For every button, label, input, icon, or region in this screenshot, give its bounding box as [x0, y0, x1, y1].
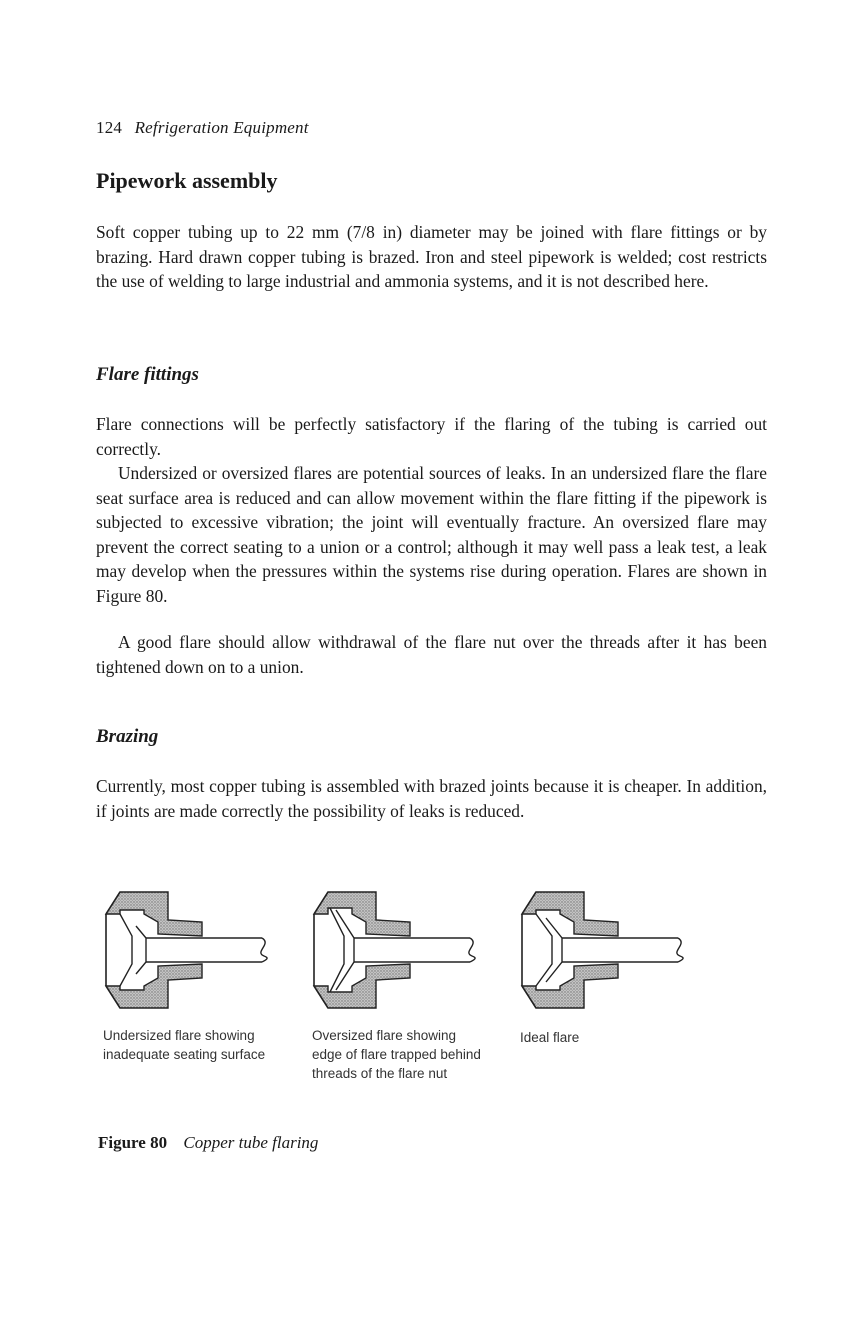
- panel-caption-ideal: Ideal flare: [520, 1030, 580, 1045]
- figure-label: Figure 80: [98, 1133, 168, 1152]
- panel-caption-undersized: Undersized flare showing inadequate seating surface: [103, 1028, 266, 1062]
- paragraph-brazing: Currently, most copper tubing is assembled with brazed joints because it is cheaper. In addition, if joints are made correctly the possibility of leaks is reduced.: [96, 776, 767, 821]
- panel-caption-oversized: Oversized flare showing edge of flare trapped behind threads of the flare nut: [312, 1028, 481, 1081]
- paragraph-flare-3: A good flare should allow withdrawal of the flare nut over the threads after it has been tightened down on to a union.: [96, 632, 767, 677]
- undersized-flare-drawing: [106, 892, 267, 1008]
- subheading-flare-fittings: Flare fittings: [96, 364, 199, 385]
- oversized-flare-drawing: [314, 892, 475, 1008]
- subheading-brazing: Brazing: [96, 726, 159, 747]
- book-title: Refrigeration Equipment: [134, 118, 309, 137]
- section-heading: Pipework assembly: [96, 168, 278, 193]
- paragraph-flare-2: Undersized or oversized flares are potential sources of leaks. In an undersized flare the flare seat surface area is reduced and can allow movement within the flare fitting if the pipework is subjected to excessive vibration; the joint will eventually fracture. An oversized flare may prevent the correct seating to a union or a control; although it may well pass a leak test, a leak may develop when the pressures within the systems rise during operation. Flares are shown in Figure 80.: [96, 463, 767, 606]
- ideal-flare-drawing: [522, 892, 683, 1008]
- figure-title: Copper tube flaring: [183, 1133, 319, 1152]
- figure-caption: [98, 1133, 318, 1153]
- running-head: [96, 118, 309, 138]
- paragraph-flare-1: Flare connections will be perfectly satisfactory if the flaring of the tubing is carried out correctly.: [96, 414, 767, 459]
- page-number: 124: [96, 118, 123, 137]
- figure-80-drawings: [96, 880, 696, 1020]
- paragraph-intro: Soft copper tubing up to 22 mm (7/8 in) diameter may be joined with flare fittings or by brazing. Hard drawn copper tubing is brazed. Iron and steel pipework is welded; cost restricts the use of welding to large industrial and ammonia systems, and it is not described here.: [96, 222, 767, 291]
